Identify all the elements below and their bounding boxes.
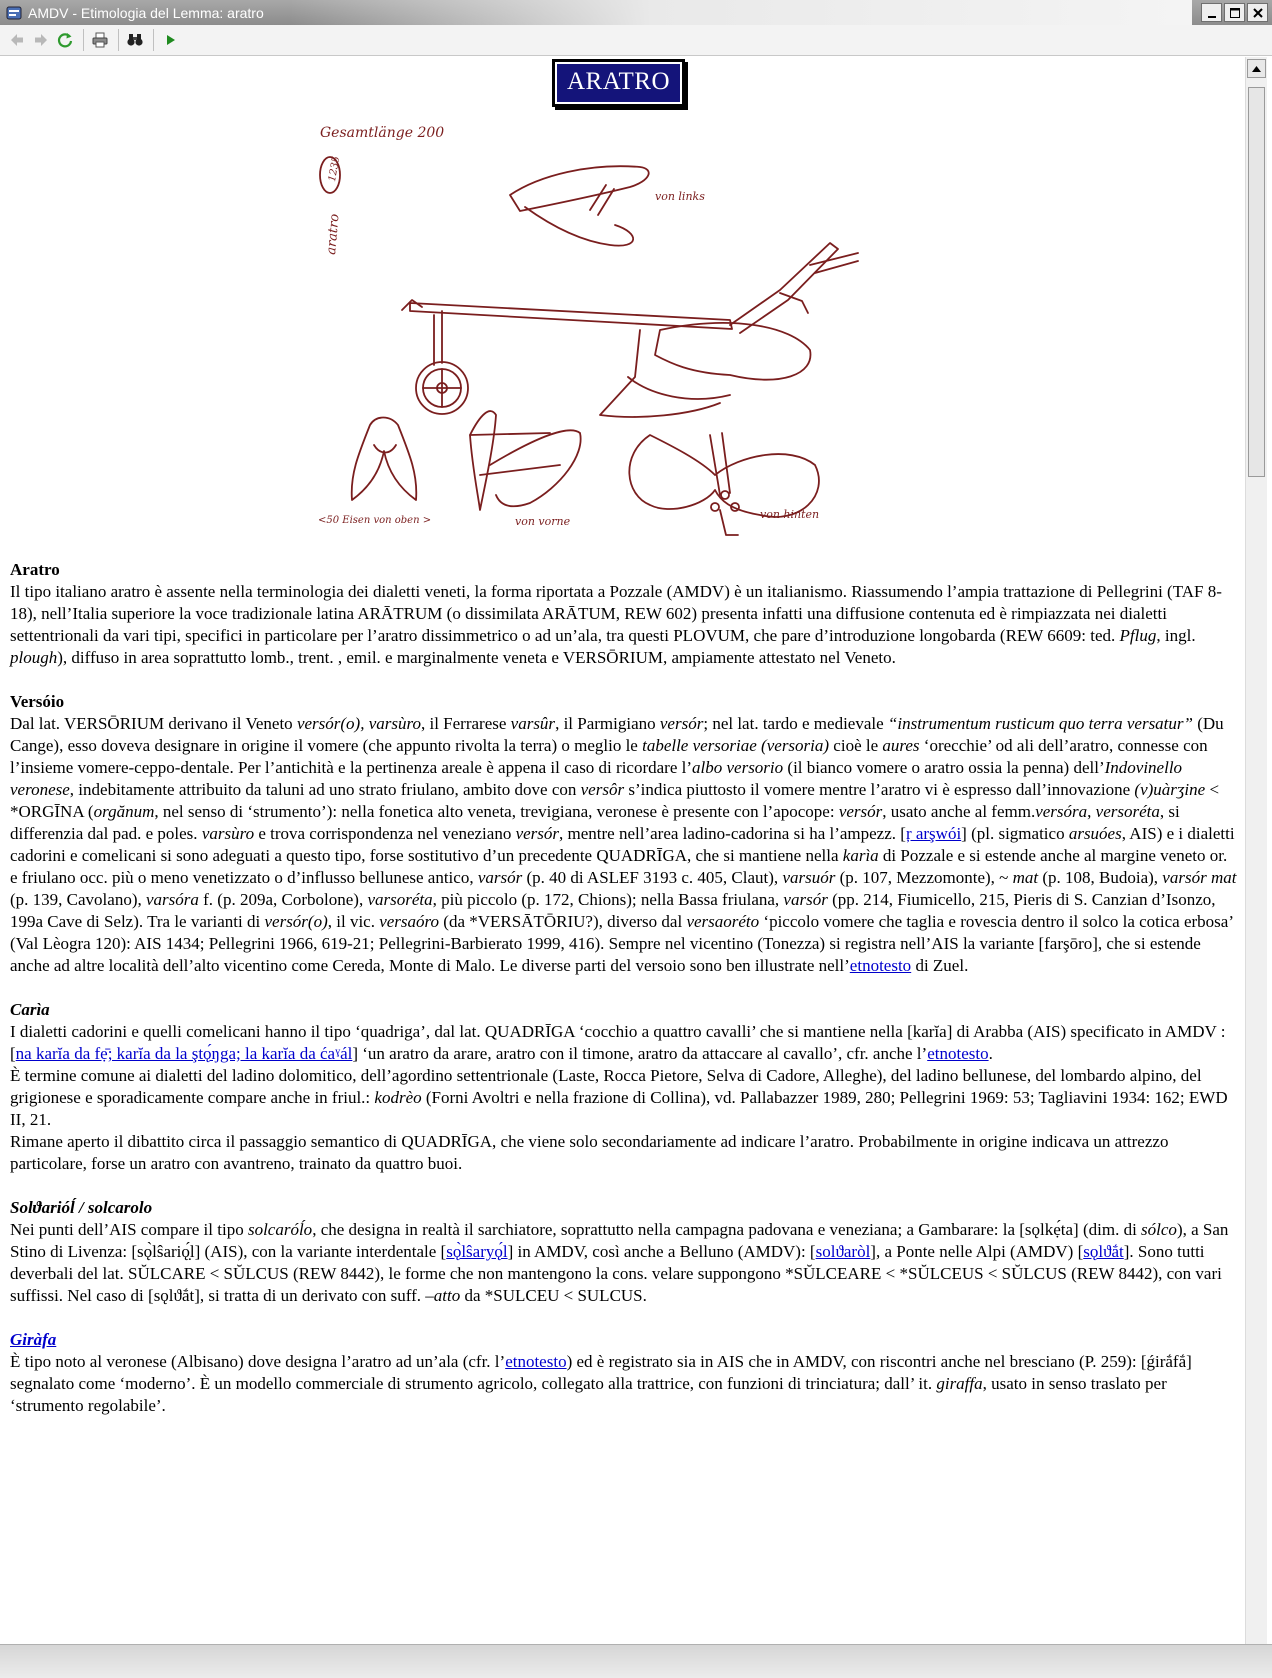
refresh-icon [56, 31, 74, 49]
section-text: I dialetti cadorini e quelli comelicani hanno il tipo ‘quadriga’, dal lat. QUADRĪGA ‘cocchio a quattro cavalli’ che si mantiene nella [karĭa] di Arabba (AIS) specificato in AMDV : [na karĭa da fẹ̄; karĭa da la ştǫ́ŋga; la karĭa da ćaˠál] ‘un aratro da arare, aratro con il timone, aratro da attaccare al cavallo’, cfr. anche l’etnotesto. [10, 1022, 1226, 1063]
headword-title: ARATRO [552, 59, 685, 107]
illustration-caption-top: Gesamtlänge 200 [320, 125, 445, 141]
illustration-number: 1235 [326, 155, 343, 183]
scroll-thumb[interactable] [1248, 87, 1265, 477]
app-icon [6, 5, 22, 21]
share-front-view [470, 411, 496, 510]
find-button[interactable] [124, 29, 146, 51]
forward-arrow-icon [32, 31, 50, 49]
article [10, 559, 1237, 1417]
illustration-caption-side: aratro [324, 213, 343, 256]
label-bottom-mid: von vorne [515, 515, 571, 528]
mouldboard [655, 323, 810, 380]
window-title: AMDV - Etimologia del Lemma: aratro [28, 4, 264, 21]
section-caria [10, 999, 1237, 1175]
page-content [0, 57, 1245, 1644]
back-arrow-icon [8, 31, 26, 49]
section-girafa [10, 1329, 1237, 1417]
forward-button[interactable] [30, 29, 52, 51]
link-karia[interactable]: na karĭa da fẹ̄; karĭa da la ştǫ́ŋga; la karĭa da ćaˠál [15, 1044, 353, 1063]
link-solvat[interactable]: sǫlϑắt [1083, 1242, 1124, 1261]
section-title-link[interactable]: Giràfa [10, 1330, 57, 1349]
section-text: Il tipo italiano aratro è assente nella terminologia dei dialetti veneti, la forma riportata a Pozzale (AMDV) è un italianismo. Riassumendo l’ampia trattazione di Pellegrini (TAF 8-18), nell’Italia superiore la voce tradizionale latina ARĀTRUM (o dissimilata ARĀTUM, REW 602) presenta infatti una diffusione contenuta ed è rimpiazzata nei dialetti settentrionali da vari tipi, specifici in particolare per l’aratro dissimmetrico o ad un’ala, tra questi PLOVUM, che pare d’introduzione longobarda (REW 6609: ted. Pflug, ingl. plough), diffuso in area soprattutto lomb., trent. , emil. e marginalmente veneta e VERSŌRIUM, ampiamente attestato nel Veneto. [10, 582, 1222, 667]
print-button[interactable] [89, 29, 111, 51]
section-text: È termine comune ai dialetti del ladino dolomitico, dell’agordino settentrionale (Laste, Rocca Pietore, Selva di Cadore, Alleghe), del ladino bellunese, del lombardo alpino, del grigionese e sporadicamente compare anche in friul.: kodrèo (Forni Avoltri e nella frazione di Collina), vd. Pallabazzer 1989, 280; Pellegrini 1969: 53; Tagliavini 1934: 162; EWD II, 21. [10, 1066, 1228, 1129]
vertical-scrollbar[interactable] [1245, 57, 1267, 1644]
plough-illustration [310, 115, 910, 555]
top-view-beam [510, 166, 649, 211]
close-icon [1252, 7, 1264, 19]
play-icon [161, 31, 179, 49]
section-title: Versóio [10, 692, 65, 711]
back-button[interactable] [6, 29, 28, 51]
section-text: Dal lat. VERSŌRIUM derivano il Veneto versór(o), varsùro, il Ferrarese varsûr, il Parmigiano versór; nel lat. tardo e medievale “instrumentum rusticum quo terra versatur” (Du Cange), esso doveva designare in origine il vomere (che appunto rivolta la terra) o meglio le tabelle versoriae (versoria) cioè le aures ‘orecchie’ od ali dell’aratro, connesse con l’insieme vomere-ceppo-dentale. Per l’antichità e la pertinenza areale è appena il caso di ricordare l’albo versorio (il bianco vomere o aratro ossia la penna) dell’Indovinello veronese, indebitamente attribuito da taluni ad uno strato friulano, ambito dove con versôr s’indica piuttosto il vomere mentre l’aratro vi è espresso dall’innovazione (v)uàrʒine < *ORGĪNA (orgănum, nel senso di ‘strumento’): nella fonetica alto veneta, trevigiana, veronese è presente con l’apocope: versór, usato anche al femm.versóra, versoréta, si differenzia dal pad. e poles. varsùro e trova corrispondenza nel veneziano versór, mentre nell’area ladino-cadorina si ha l’ampezz. [ŗ arşwói] (pl. sigmatico arsuóes, AIS) e i dialetti cadorini e comelicani si sono adeguati a questo tipo, forse sostitutivo d’un precedente QUADRĪGA, che si mantiene nella karìa di Pozzale e si estende anche al margine veneto or. e friulano occ. più o meno venetizzato o d’influsso bellunese antico, varsór (p. 40 di ASLEF 3193 c. 405, Claut), varsuór (p. 107, Mezzomonte), ~ mat (p. 108, Budoia), varsór mat (p. 139, Cavolano), varsóra f. (p. 209a, Corbolone), varsoréta, più piccolo (p. 172, Chions); nella Bassa friulana, varsór (pp. 214, Fiumicello, 215, Pieris di S. Canzian d’Isonzo, 199a Cave di Selz). Tra le varianti di versór(o), il vic. versaóro (da *VERSĀTŌRIU?), diverso dal versaoréto ‘piccolo vomere che taglia e rovescia dentro il solco la cotica erbosa’ (Val Lèogra 120): AIS 1434; Pellegrini 1966, 619-21; Pellegrini-Barbierato 1999, 416). Sempre nel vicentino (Tonezza) si registra nell’AIS la variante [farşōro], che si estende anche ad altre località dell’alto vicentino come Cereda, Monte di Malo. Le diverse parti del versoio sono ben illustrate nell’etnotesto di Zuel. [10, 714, 1237, 975]
title-bar [0, 0, 1272, 25]
binoculars-icon [126, 31, 144, 49]
label-bottom-right: von hinten [760, 508, 820, 521]
minimize-icon [1206, 7, 1218, 19]
scroll-up-button[interactable] [1247, 59, 1266, 78]
toolbar [0, 25, 1272, 56]
link-etnotesto[interactable]: etnotesto [927, 1044, 989, 1063]
link-arswoi[interactable]: ŗ arşwói [905, 824, 962, 843]
scroll-up-icon [1252, 66, 1261, 72]
print-icon [91, 31, 109, 49]
close-button[interactable] [1247, 3, 1268, 22]
label-right-top: von links [655, 190, 705, 203]
refresh-button[interactable] [54, 29, 76, 51]
section-text: Rimane aperto il dibattito circa il passaggio semantico di QUADRĪGA, che viene solo secondariamente ad indicare l’aratro. Probabilmente in origine indicava un attrezzo particolare, forse un aratro con avantreno, trainato da quattro buoi. [10, 1132, 1169, 1173]
section-text: Nei punti dell’AIS compare il tipo solcaróĺo, che designa in realtà il sarchiatore, soprattutto nella campagna padovana e veneziana; a Gambarare: la [sǫlkẹ́ta] (dim. di sólco), a San Stino di Livenza: [sǫ̀lŝariǫ̣́l] (AIS), con la variante interdentale [sǫ̀lŝaryǫ́l] in AMDV, così anche a Belluno (AMDV): [solϑaròl], a Ponte nelle Alpi (AMDV) [sǫlϑắt]. Sono tutti deverbali del lat. SŬLCARE < SŬLCUS (REW 8442), le forme che non mantengono la cons. velare suppongono *SŬLCEARE < *SŬLCEUS < SŬLCUS (REW 8442), con vari suffissi. Nel caso di [sǫlϑắt], si tratta di un derivato con suff. –atto da *SULCEU < SULCUS. [10, 1220, 1229, 1305]
section-text: È tipo noto al veronese (Albisano) dove designa l’aratro ad un’ala (cfr. l’etnotesto) ed è registrato sia in AIS che in AMDV, con riscontri anche nel bresciano (P. 259): [ǵirắfắ] segnalato come ‘moderno’. È un modello commerciale di strumento agricolo, collegato alla trattrice, con funzioni di trinciatura; dall’ it. giraffa, usato in senso traslato per ‘strumento regolabile’. [10, 1352, 1192, 1415]
share-top-view [352, 418, 417, 501]
maximize-button[interactable] [1224, 3, 1245, 22]
maximize-icon [1229, 7, 1241, 19]
link-etnotesto[interactable]: etnotesto [505, 1352, 567, 1371]
link-solvarol[interactable]: solϑaròl [815, 1242, 871, 1261]
section-title: Carìa [10, 1000, 50, 1019]
play-button[interactable] [159, 29, 181, 51]
section-solcarolo [10, 1197, 1237, 1307]
section-aratro [10, 559, 1237, 669]
section-title: Solϑarióĺ / solcarolo [10, 1198, 153, 1217]
minimize-button[interactable] [1201, 3, 1222, 22]
bottom-frame [0, 1644, 1272, 1678]
section-title: Aratro [10, 560, 60, 579]
link-etnotesto[interactable]: etnotesto [849, 956, 912, 975]
section-versoio [10, 691, 1237, 977]
label-bottom-left: <50 Eisen von oben > [318, 515, 432, 526]
link-solsaryol[interactable]: sǫ̀lŝaryǫ́l [446, 1242, 508, 1261]
